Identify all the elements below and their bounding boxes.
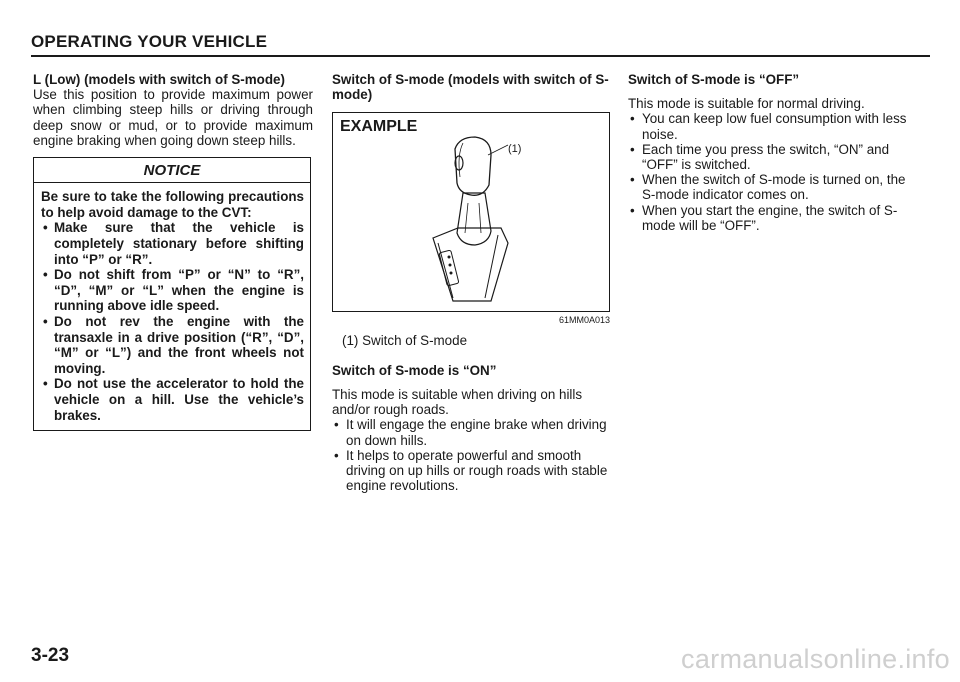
section-heading-smode: Switch of S-mode (models with switch of S-mode)	[332, 72, 609, 103]
off-item: • Each time you press the switch, “ON” and “OFF” is switched.	[628, 142, 908, 172]
off-list	[628, 111, 908, 233]
notice-title: NOTICE	[34, 158, 310, 183]
notice-item: • Make sure that the vehicle is completely stationary before shifting into “P” or “R”.	[41, 220, 304, 267]
on-body: This mode is suitable when driving on hills and/or rough roads.	[332, 387, 583, 418]
figure-code: 61MM0A013	[558, 315, 610, 326]
on-item: • It will engage the engine brake when driving on down hills.	[332, 417, 610, 447]
subheading-on: Switch of S-mode is “ON”	[332, 362, 497, 378]
shift-lever-illustration	[413, 133, 523, 303]
subheading-off: Switch of S-mode is “OFF”	[628, 72, 800, 87]
page-header-title: OPERATING YOUR VEHICLE	[31, 32, 268, 51]
figure-box	[332, 112, 610, 312]
off-item: • When you start the engine, the switch of S-mode will be “OFF”.	[628, 203, 908, 233]
notice-intro: Be sure to take the following precautions to help avoid damage to the CVT:	[41, 189, 304, 220]
watermark: carmanualsonline.info	[681, 644, 950, 674]
off-item: • When the switch of S-mode is turned on, the S-mode indicator comes on.	[628, 172, 908, 202]
notice-item: • Do not shift from “P” or “N” to “R”, “D”, “M” or “L” when the engine is running above idle speed.	[41, 267, 304, 314]
notice-body	[34, 183, 310, 430]
figure-caption: (1) Switch of S-mode	[342, 332, 468, 348]
header-rule	[31, 55, 930, 57]
column-left	[33, 72, 313, 431]
off-item: • You can keep low fuel consumption with less noise.	[628, 111, 908, 141]
notice-list	[41, 220, 304, 423]
section-heading-low: L (Low) (models with switch of S-mode)	[33, 72, 285, 87]
notice-item: • Do not rev the engine with the transaxle in a drive position (“R”, “D”, “M” or “L”) and the front wheels not moving.	[41, 314, 304, 376]
on-list	[332, 417, 610, 493]
column-middle	[332, 72, 610, 493]
page-number: 3-23	[31, 645, 70, 666]
column-right	[628, 72, 908, 233]
on-item: • It helps to operate powerful and smooth driving on up hills or rough roads with stable engine revolutions.	[332, 448, 610, 494]
off-body: This mode is suitable for normal driving.	[628, 96, 865, 112]
section-body-low: Use this position to provide maximum power when climbing steep hills or driving through deep snow or mud, or to provide maximum engine braking when going down steep hills.	[33, 87, 313, 148]
figure-callout: (1)	[508, 143, 522, 156]
notice-box	[33, 157, 311, 431]
figure-label: EXAMPLE	[340, 118, 418, 136]
notice-item: • Do not use the accelerator to hold the vehicle on a hill. Use the vehicle’s brakes.	[41, 376, 304, 423]
